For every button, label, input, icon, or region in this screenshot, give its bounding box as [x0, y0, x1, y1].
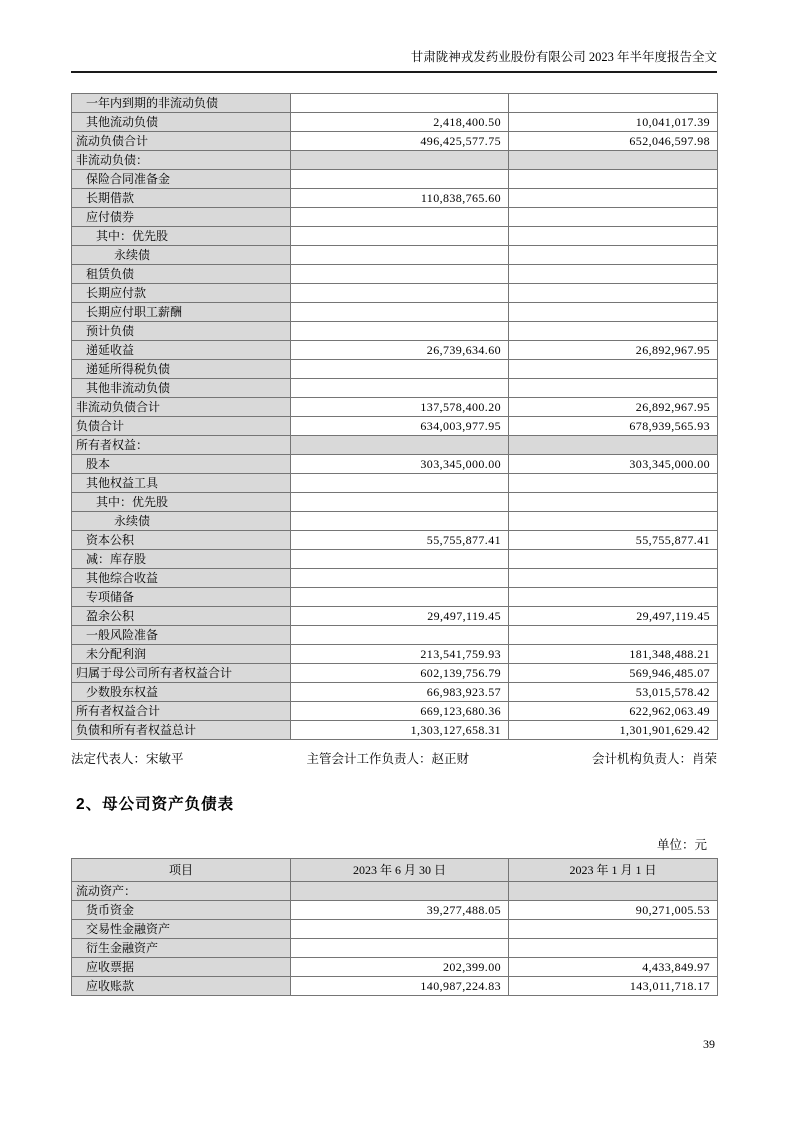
row-label-cell: 股本: [72, 455, 291, 474]
value-cell-prior-period: [509, 189, 718, 208]
value-cell-current-period: [291, 550, 509, 569]
value-cell-prior-period: [509, 920, 718, 939]
table-row: [72, 303, 718, 322]
row-label-cell: 衍生金融资产: [72, 939, 291, 958]
table-row: [72, 113, 718, 132]
row-label-cell: 长期应付职工薪酬: [72, 303, 291, 322]
row-label-cell: 所有者权益合计: [72, 702, 291, 721]
value-cell-prior-period: [509, 208, 718, 227]
row-label-cell: 负债合计: [72, 417, 291, 436]
value-cell-prior-period: 26,892,967.95: [509, 398, 718, 417]
row-label-cell: 永续债: [72, 512, 291, 531]
value-cell-current-period: [291, 94, 509, 113]
table-row: [72, 721, 718, 740]
value-cell-current-period: 55,755,877.41: [291, 531, 509, 550]
row-label-cell: 一般风险准备: [72, 626, 291, 645]
table-row: [72, 341, 718, 360]
value-cell-prior-period: 55,755,877.41: [509, 531, 718, 550]
signatories-row: [71, 749, 717, 767]
row-label-cell: 其他权益工具: [72, 474, 291, 493]
value-cell-prior-period: 678,939,565.93: [509, 417, 718, 436]
column-header-date-current: 2023 年 6 月 30 日: [291, 859, 509, 882]
value-cell-current-period: 26,739,634.60: [291, 341, 509, 360]
row-label-cell: 永续债: [72, 246, 291, 265]
chief-accounting-officer: 主管会计工作负责人：赵正财: [306, 752, 469, 766]
row-label-cell: 其他非流动负债: [72, 379, 291, 398]
table-row: [72, 977, 718, 996]
table-row: [72, 132, 718, 151]
value-cell-current-period: [291, 322, 509, 341]
value-cell-current-period: [291, 474, 509, 493]
table-row: [72, 702, 718, 721]
row-label-cell: 流动负债合计: [72, 132, 291, 151]
consolidated-balance-sheet-body: [72, 94, 718, 740]
column-header-date-prior: 2023 年 1 月 1 日: [509, 859, 718, 882]
value-cell-current-period: [291, 284, 509, 303]
value-cell-prior-period: [509, 151, 718, 170]
row-label-cell: 预计负债: [72, 322, 291, 341]
value-cell-current-period: [291, 626, 509, 645]
value-cell-current-period: [291, 493, 509, 512]
row-label-cell: 递延收益: [72, 341, 291, 360]
table-row: [72, 474, 718, 493]
table-header-row: [72, 859, 718, 882]
section-heading: 2、母公司资产负债表: [76, 796, 235, 813]
value-cell-current-period: 137,578,400.20: [291, 398, 509, 417]
table-row: [72, 227, 718, 246]
value-cell-prior-period: [509, 227, 718, 246]
row-label-cell: 归属于母公司所有者权益合计: [72, 664, 291, 683]
row-label-cell: 租赁负债: [72, 265, 291, 284]
row-label-cell: 未分配利润: [72, 645, 291, 664]
value-cell-current-period: [291, 569, 509, 588]
value-cell-current-period: 602,139,756.79: [291, 664, 509, 683]
value-cell-prior-period: [509, 246, 718, 265]
value-cell-prior-period: 1,301,901,629.42: [509, 721, 718, 740]
value-cell-prior-period: [509, 284, 718, 303]
table-row: [72, 398, 718, 417]
table-row: [72, 455, 718, 474]
value-cell-current-period: [291, 512, 509, 531]
table-row: [72, 607, 718, 626]
value-cell-current-period: [291, 436, 509, 455]
row-label-cell: 少数股东权益: [72, 683, 291, 702]
table-row: [72, 645, 718, 664]
report-header-title: 甘肃陇神戎发药业股份有限公司 2023 年半年度报告全文: [71, 0, 717, 73]
value-cell-current-period: 66,983,923.57: [291, 683, 509, 702]
value-cell-current-period: 140,987,224.83: [291, 977, 509, 996]
value-cell-current-period: [291, 208, 509, 227]
value-cell-current-period: 110,838,765.60: [291, 189, 509, 208]
value-cell-current-period: 2,418,400.50: [291, 113, 509, 132]
table-row: [72, 512, 718, 531]
row-label-cell: 长期借款: [72, 189, 291, 208]
value-cell-prior-period: [509, 512, 718, 531]
value-cell-current-period: [291, 920, 509, 939]
table-row: [72, 531, 718, 550]
table-row: [72, 626, 718, 645]
row-label-cell: 应收账款: [72, 977, 291, 996]
value-cell-current-period: [291, 227, 509, 246]
table-row: [72, 322, 718, 341]
value-cell-prior-period: 4,433,849.97: [509, 958, 718, 977]
accounting-department-head: 会计机构负责人：肖荣: [591, 752, 717, 766]
value-cell-prior-period: 90,271,005.53: [509, 901, 718, 920]
row-label-cell: 应付债券: [72, 208, 291, 227]
value-cell-current-period: 29,497,119.45: [291, 607, 509, 626]
parent-company-balance-sheet-table: [71, 858, 718, 996]
value-cell-prior-period: [509, 303, 718, 322]
row-label-cell: 长期应付款: [72, 284, 291, 303]
value-cell-current-period: 39,277,488.05: [291, 901, 509, 920]
row-label-cell: 减：库存股: [72, 550, 291, 569]
column-header-item: 项目: [72, 859, 291, 882]
row-label-cell: 非流动负债：: [72, 151, 291, 170]
table-row: [72, 284, 718, 303]
row-label-cell: 负债和所有者权益总计: [72, 721, 291, 740]
row-label-cell: 所有者权益：: [72, 436, 291, 455]
value-cell-current-period: 634,003,977.95: [291, 417, 509, 436]
value-cell-prior-period: 652,046,597.98: [509, 132, 718, 151]
row-label-cell: 流动资产：: [72, 882, 291, 901]
table-row: [72, 417, 718, 436]
row-label-cell: 非流动负债合计: [72, 398, 291, 417]
value-cell-current-period: 496,425,577.75: [291, 132, 509, 151]
unit-note: 单位：元: [656, 838, 707, 852]
page-content: [71, 0, 717, 996]
value-cell-current-period: 1,303,127,658.31: [291, 721, 509, 740]
value-cell-current-period: [291, 360, 509, 379]
value-cell-current-period: [291, 882, 509, 901]
table-row: [72, 493, 718, 512]
page-number: 39: [703, 1037, 715, 1051]
value-cell-prior-period: [509, 436, 718, 455]
value-cell-prior-period: [509, 588, 718, 607]
value-cell-prior-period: [509, 569, 718, 588]
value-cell-current-period: [291, 303, 509, 322]
value-cell-prior-period: [509, 474, 718, 493]
row-label-cell: 盈余公积: [72, 607, 291, 626]
table-row: [72, 920, 718, 939]
row-label-cell: 其他综合收益: [72, 569, 291, 588]
row-label-cell: 其中：优先股: [72, 227, 291, 246]
row-label-cell: 递延所得税负债: [72, 360, 291, 379]
table-row: [72, 901, 718, 920]
legal-representative: 法定代表人：宋敏平: [71, 752, 184, 766]
value-cell-current-period: 202,399.00: [291, 958, 509, 977]
table-row: [72, 379, 718, 398]
value-cell-prior-period: [509, 882, 718, 901]
row-label-cell: 其中：优先股: [72, 493, 291, 512]
value-cell-prior-period: 303,345,000.00: [509, 455, 718, 474]
row-label-cell: 资本公积: [72, 531, 291, 550]
value-cell-prior-period: [509, 550, 718, 569]
row-label-cell: 交易性金融资产: [72, 920, 291, 939]
value-cell-current-period: [291, 265, 509, 284]
value-cell-prior-period: 181,348,488.21: [509, 645, 718, 664]
table-row: [72, 683, 718, 702]
table-row: [72, 550, 718, 569]
table-row: [72, 939, 718, 958]
value-cell-prior-period: [509, 360, 718, 379]
table-row: [72, 246, 718, 265]
table-row: [72, 588, 718, 607]
row-label-cell: 一年内到期的非流动负债: [72, 94, 291, 113]
table-row: [72, 170, 718, 189]
row-label-cell: 保险合同准备金: [72, 170, 291, 189]
parent-company-balance-sheet-body: [72, 882, 718, 996]
value-cell-prior-period: [509, 265, 718, 284]
value-cell-current-period: [291, 379, 509, 398]
value-cell-prior-period: 26,892,967.95: [509, 341, 718, 360]
table-row: [72, 360, 718, 379]
value-cell-current-period: 669,123,680.36: [291, 702, 509, 721]
section-row: [72, 151, 718, 170]
value-cell-current-period: [291, 170, 509, 189]
value-cell-prior-period: [509, 626, 718, 645]
row-label-cell: 专项储备: [72, 588, 291, 607]
value-cell-prior-period: [509, 939, 718, 958]
value-cell-prior-period: [509, 322, 718, 341]
value-cell-prior-period: 143,011,718.17: [509, 977, 718, 996]
table-row: [72, 265, 718, 284]
value-cell-prior-period: 29,497,119.45: [509, 607, 718, 626]
row-label-cell: 货币资金: [72, 901, 291, 920]
table-row: [72, 208, 718, 227]
value-cell-prior-period: 622,962,063.49: [509, 702, 718, 721]
value-cell-prior-period: 53,015,578.42: [509, 683, 718, 702]
table-row: [72, 94, 718, 113]
consolidated-balance-sheet-table: [71, 93, 718, 740]
value-cell-current-period: 303,345,000.00: [291, 455, 509, 474]
value-cell-prior-period: 10,041,017.39: [509, 113, 718, 132]
value-cell-current-period: [291, 151, 509, 170]
value-cell-prior-period: [509, 379, 718, 398]
row-label-cell: 应收票据: [72, 958, 291, 977]
value-cell-current-period: [291, 939, 509, 958]
section-row: [72, 882, 718, 901]
value-cell-prior-period: [509, 94, 718, 113]
value-cell-prior-period: [509, 170, 718, 189]
value-cell-prior-period: 569,946,485.07: [509, 664, 718, 683]
value-cell-current-period: 213,541,759.93: [291, 645, 509, 664]
table-row: [72, 958, 718, 977]
value-cell-prior-period: [509, 493, 718, 512]
table-row: [72, 189, 718, 208]
value-cell-current-period: [291, 588, 509, 607]
table-row: [72, 569, 718, 588]
row-label-cell: 其他流动负债: [72, 113, 291, 132]
table-row: [72, 664, 718, 683]
value-cell-current-period: [291, 246, 509, 265]
section-row: [72, 436, 718, 455]
